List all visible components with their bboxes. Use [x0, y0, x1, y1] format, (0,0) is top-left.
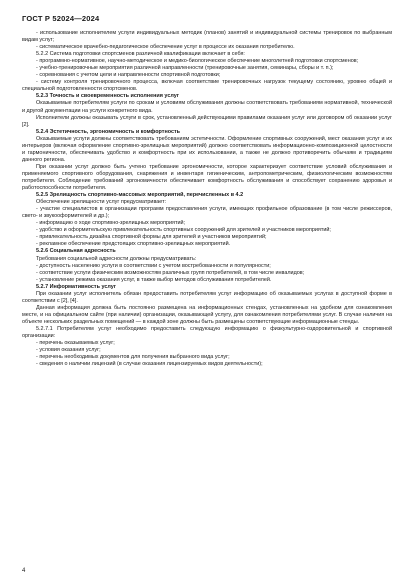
section-heading: 5.2.3 Точность и своевременность исполнения услуг [36, 93, 180, 100]
body-paragraph: - сведения о наличии лицензий (в случае оказания лицензируемых видов деятельности); [36, 361, 263, 368]
body-paragraph: - программно-нормативное, научно-методическое и медико-биологическое обеспечение многолетней подготовки спортсменов; [36, 58, 359, 65]
body-paragraph: Требования социальной адресности должны предусматривать: [36, 255, 197, 262]
section-heading: 5.2.4 Эстетичность, эргономичность и комфортность [36, 128, 181, 135]
page-number: 4 [22, 568, 26, 574]
body-paragraph: - перечень оказываемых услуг; [36, 340, 115, 347]
body-paragraph: - условия оказания услуг; [36, 347, 101, 354]
section-heading: 5.2.6 Социальная адресность [36, 248, 116, 255]
body-paragraph: Оказываемые услуги должны соответствовать требованиям эстетичности. Оформление спортивных сооружений, мест оказания услуг и их интерьеров (включая оформление спортивно-зрелищных мероприятий) должно соответствовать информационно-композиционной целостности и гармоничности, обеспечивать удобство и комфортность при их использовании, а также не должно противоречить обычаям и традициям данного региона. [22, 135, 392, 163]
body-paragraph: - установление режима оказания услуг, в также выбор методов обслуживания потребителей. [36, 276, 272, 283]
body-paragraph: - информацию о ходе спортивно-зрелищных мероприятий; [36, 220, 186, 227]
body-paragraph: - рекламное обеспечение предстоящих спортивно-зрелищных мероприятий. [36, 241, 231, 248]
body-paragraph: - удобство и оформительскую привлекательность спортивных сооружений для зрителей и участников мероприятий; [36, 227, 331, 234]
body-paragraph: - доступность населению услуги в соответствии с учетом востребованности и популярности; [36, 262, 271, 269]
body-paragraph: 5.2.7.1 Потребителям услуг необходимо предоставить следующую информацию о физкультурно-оздоровительной и спортивной организации: [22, 325, 392, 340]
body-paragraph: - систему контроля тренировочного процесса, включая соответствие тренировочных нагрузок текущему состоянию, уровню общей и специальной подготовленности спортсменов. [22, 79, 392, 93]
body-paragraph: Данная информация должна быть постоянно размещена на информационных стендах, установленных на удобном для ознакомления месте, и на официальном сайте (при наличии) организации, оказывающей услугу, для ознакомления потребителями услуг. В случае наличия на объекте нескольких раздельных помещений — в каждой зоне должны быть размещены соответствующие информационные стенды. [22, 304, 392, 325]
body-paragraph: - привлекательность дизайна спортивной формы для зрителей и участников мероприятий; [36, 234, 267, 241]
section-heading: 5.2.5 Зрелищность спортивно-массовых мероприятий, перечисленных в 4.2 [36, 192, 244, 199]
body-paragraph: При оказании услуг должно быть учтено требование эргономичности, которое характеризует соответствие условий обслуживания и применяемого спортивного оборудования, снаряжения и инвентаря гигиеническим, антропометрическим, физиологическим возможностям потребителя. Соблюдение требований эргономичности обеспечивает комфортность обслуживания и способствует сохранению здоровья и работоспособности потребителя. [22, 163, 392, 192]
body-paragraph: - перечень необходимых документов для получения выбранного вида услуг; [36, 354, 230, 361]
body-paragraph: При оказании услуг исполнитель обязан предоставить потребителям услуг информацию об оказываемых услугах в доступной форме в соответствии с [2], [4]. [22, 290, 392, 304]
section-heading: 5.2.7 Информативность услуг [36, 283, 117, 290]
body-paragraph: - участие специалистов в организации программ предоставления услуги, имеющих профильное образование (в том числе режиссеров, свето- и звукооформителей и др.); [22, 206, 392, 220]
body-paragraph: Оказываемые потребителям услуги по срокам и условиям обслуживания должны соответствовать требованиям нормативной, технической и другой документации на услуги конкретного вида. [22, 100, 392, 114]
body-paragraph: - соответствие услуги физическим возможностям различных групп потребителей, в том числе инвалидов; [36, 269, 305, 276]
body-paragraph: - соревнования с учетом цели и направленности спортивной подготовки; [36, 72, 221, 79]
document-body [22, 30, 392, 368]
body-paragraph: 5.2.2 Система подготовки спортсменов различной квалификации включает в себя: [36, 51, 245, 58]
body-paragraph: - учебно-тренировочные мероприятия различной направленности (тренировочные занятия, семинары, сборы и т. п.); [36, 65, 334, 72]
body-paragraph: - использование исполнителем услуги индивидуальных методик (планов) занятий и индивидуальной системы тренировок по выбранным видам услуг; [22, 30, 392, 44]
body-paragraph: Исполнители должны оказывать услуги в срок, установленный действующими правилами оказания услуг или договором об оказании услуг [2]. [22, 114, 392, 128]
body-paragraph: Обеспечение зрелищности услуг предусматривает: [36, 199, 167, 206]
body-paragraph: - систематическое врачебно-педагогическое обеспечение услуг в процессе их оказания потребителю. [36, 44, 295, 51]
page-header: ГОСТ Р 52024—2024 [22, 14, 100, 23]
